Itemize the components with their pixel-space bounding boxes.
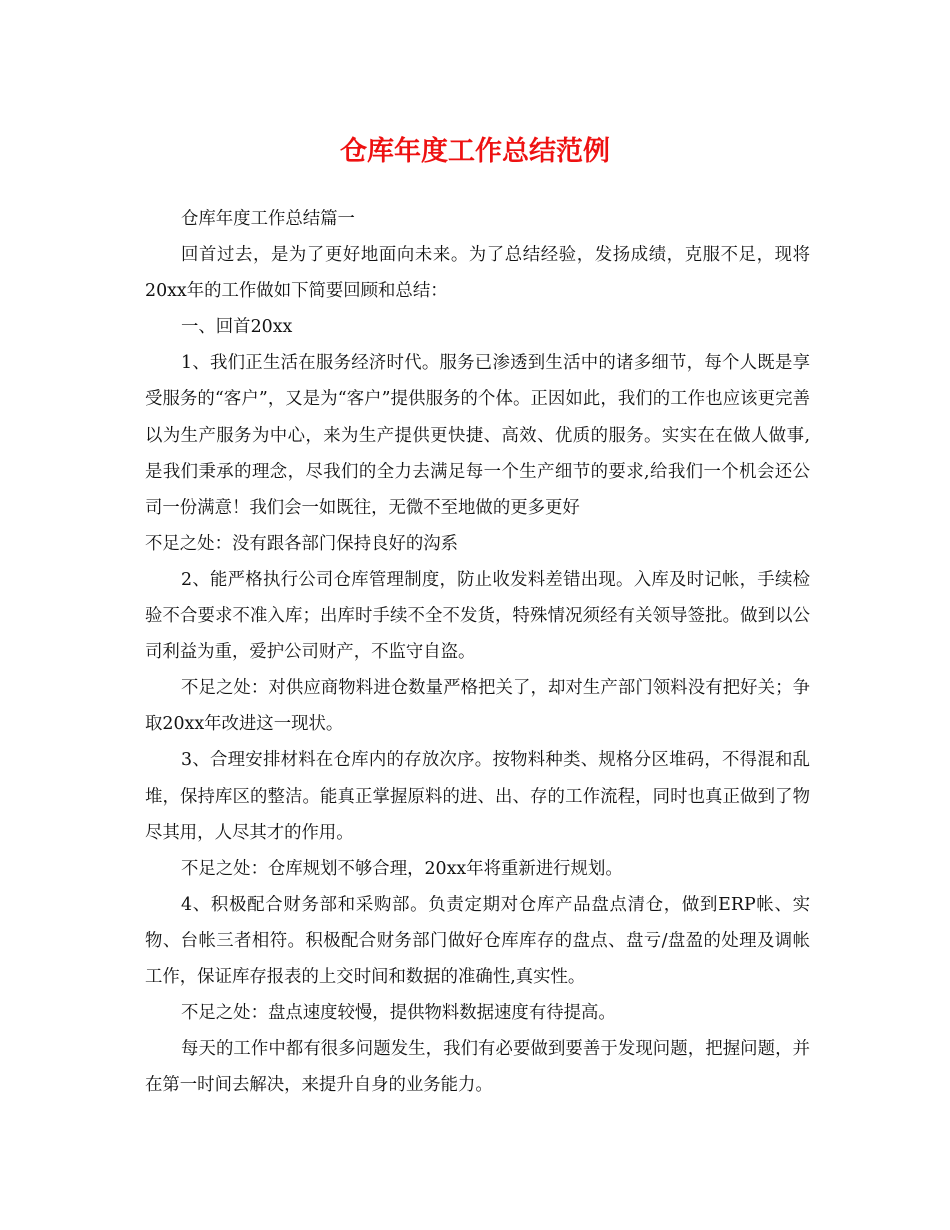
closing-paragraph: 每天的工作中都有很多问题发生，我们有必要做到要善于发现问题，把握问题，并在第一时间去解决，来提升自身的业务能力。: [145, 1039, 810, 1096]
subsection-heading: 一、回首20xx: [181, 317, 293, 338]
item-2-shortcoming: 不足之处：对供应商物料进仓数量严格把关了，却对生产部门领料没有把好关；争取20xx年改进这一现状。: [145, 678, 810, 735]
document-title: 仓库年度工作总结范例: [340, 136, 610, 167]
item-4-paragraph: 4、积极配合财务部和采购部。负责定期对仓库产品盘点清仓，做到ERP帐、实物、台帐三者相符。积极配合财务部门做好仓库库存的盘点、盘亏/盘盈的处理及调帐工作，保证库存报表的上交时间和数据的准确性,真实性。: [145, 894, 810, 987]
item-2-paragraph: 2、能严格执行公司仓库管理制度，防止收发料差错出现。入库及时记帐，手续检验不合要求不准入库；出库时手续不全不发货，特殊情况须经有关领导签批。做到以公司利益为重，爱护公司财产，不监守自盗。: [145, 569, 810, 663]
item-3-paragraph: 3、合理安排材料在仓库内的存放次序。按物料种类、规格分区堆码，不得混和乱堆，保持库区的整洁。能真正掌握原料的进、出、存的工作流程，同时也真正做到了物尽其用，人尽其才的作用。: [145, 750, 810, 843]
item-1-shortcoming: 不足之处：没有跟各部门保持良好的沟系: [145, 533, 459, 554]
item-1-paragraph: 1、我们正生活在服务经济时代。服务已渗透到生活中的诸多细节，每个人既是享受服务的“客户”，又是为“客户”提供服务的个体。正因如此，我们的工作也应该更完善以为生产服务为中心，来为生产提供更快捷、高效、优质的服务。实实在在做人做事,是我们秉承的理念，尽我们的全力去满足每一个生产细节的要求,给我们一个机会还公司一份满意！我们会一如既往，无微不至地做的更多更好: [145, 353, 810, 518]
item-4-shortcoming: 不足之处：盘点速度较慢，提供物料数据速度有待提高。: [181, 1003, 616, 1024]
document-body: [145, 201, 810, 1103]
item-3-shortcoming: 不足之处：仓库规划不够合理，20xx年将重新进行规划。: [181, 858, 623, 879]
section-heading: 仓库年度工作总结篇一: [181, 209, 355, 229]
intro-paragraph: 回首过去，是为了更好地面向未来。为了总结经验，发扬成绩，克服不足，现将20xx年的工作做如下简要回顾和总结：: [145, 245, 810, 302]
